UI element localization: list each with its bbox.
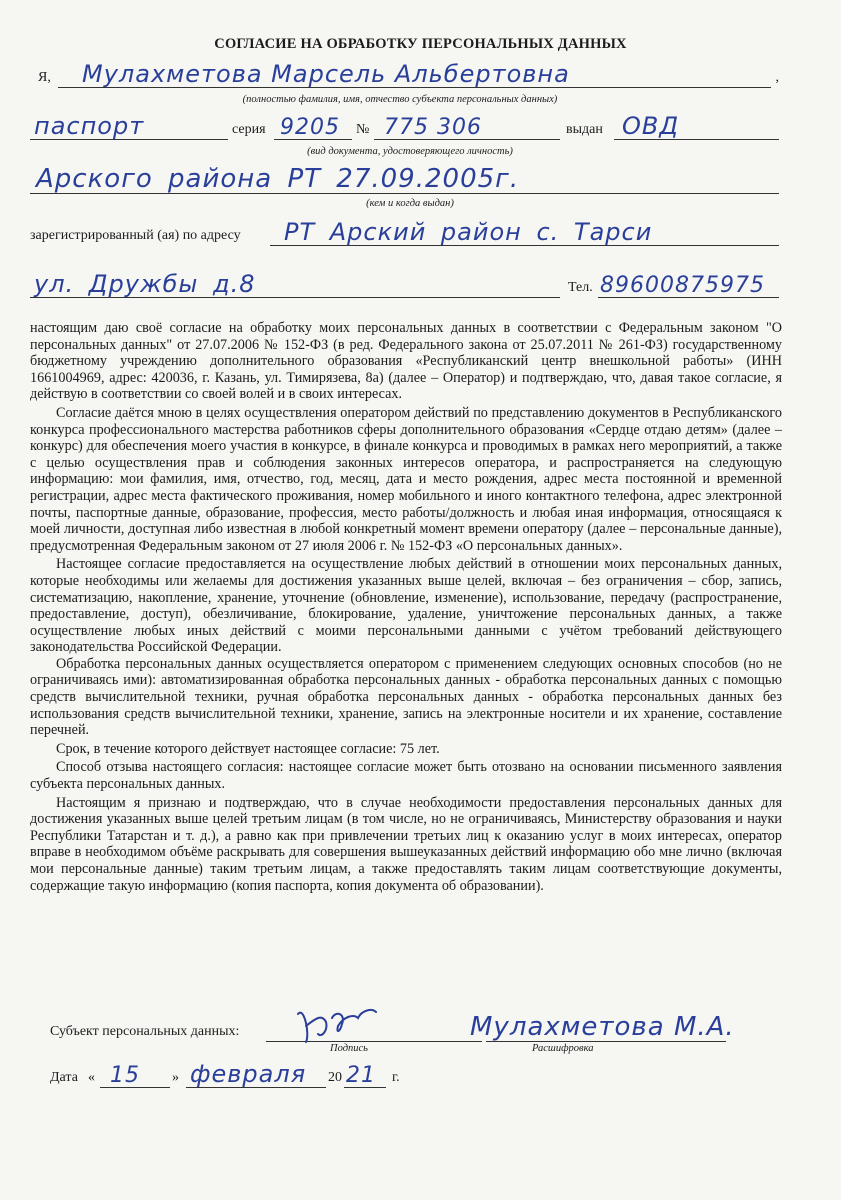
date-month-value: февраля [190, 1060, 307, 1088]
document-caption: (вид документа, удостоверяющего личность) [307, 146, 513, 157]
issuer-row [30, 164, 779, 198]
name-prefix: Я, [38, 70, 51, 85]
address-label: зарегистрированный (ая) по адресу [30, 228, 241, 243]
number-value: 775 306 [384, 115, 482, 140]
phone-label: Тел. [568, 280, 593, 295]
date-close-quote: » [172, 1070, 179, 1085]
series-label: серия [232, 122, 266, 137]
paragraph-third-parties: Настоящим я признаю и подтверждаю, что в случае необходимости предоставления персональных данных для достижения указанных выше целей третьим лицам (в том числе, но не ограничиваясь, Министерству образования и науки Республики Татарстан и т. д.), а равно как при привлечении третьих лиц к оказанию услуг в моих интересах, оператор вправе в необходимом объёме раскрывать для совершения вышеуказанных действий информацию обо мне лично (включая мои персональные данные) таким третьим лицам, а также предоставлять таким лицам соответствующие документы, содержащие такую информацию (копия паспорта, копия документа об образовании). [30, 794, 782, 894]
address-value: РТ Арский район с. Тарси [284, 218, 653, 246]
paragraph-intro: настоящим даю своё согласие на обработку моих персональных данных в соответствии с Федеральным законом "О персональных данных" от 27.07.2006 № 152-ФЗ (в ред. Федерального закона от 25.07.2011 № 261-ФЗ) государственному бюджетному учреждению дополнительного образования «Республиканский центр внешкольной работы» (ИНН 1661004969, адрес: 420036, г. Казань, ул. Тимирязева, 8а) (далее – Оператор) и подтверждаю, что, давая такое согласие, я действую в соответствии со своей волей и в своих интересах. [30, 320, 782, 403]
phone-value: 89600875975 [600, 273, 765, 298]
name-caption: (полностью фамилия, имя, отчество субъекта персональных данных) [242, 94, 558, 105]
series-value: 9205 [280, 115, 340, 140]
name-suffix: , [775, 70, 779, 85]
date-year-unit: г. [392, 1070, 400, 1085]
date-day-value: 15 [110, 1063, 140, 1088]
doc-type-value: паспорт [34, 112, 145, 140]
issued-by-value: ОВД [622, 112, 680, 140]
paragraph-actions: Настоящее согласие предоставляется на осуществление любых действий в отношении моих персональных данных, которые необходимы или желаемы для достижения указанных выше целей, включая – без ограничения – сбор, запись, систематизацию, накопление, хранение, уточнение (обновление, изменение), использование, передачу (распространение, предоставление, доступ), обезличивание, блокирование, удаление, уничтожение персональных данных, а также осуществление любых иных действий с моими персональными данными с учётом требований действующего законодательства Российской Федерации. [30, 556, 782, 656]
document-row [30, 114, 779, 144]
street-row [30, 272, 779, 302]
date-open-quote: « [88, 1070, 95, 1085]
name-row [30, 62, 779, 92]
issuer-value: Арского района РТ 27.09.2005г. [36, 164, 520, 194]
consent-body [30, 320, 782, 894]
handwritten-signature [292, 1004, 382, 1046]
issued-label: выдан [566, 122, 603, 137]
paragraph-term: Срок, в течение которого действует настоящее согласие: 75 лет. [56, 740, 440, 757]
paragraph-purpose: Согласие даётся мною в целях осуществления оператором действий по представлению документов в Республиканского конкурса профессионального мастерства работников сферы дополнительного образования «Сердце отдаю детям» (далее – конкурс) для обеспечения моего участия в конкурсе, в финале конкурса и проводимых в рамках него мероприятий, а также с целью осуществления прав и соблюдения законных интересов оператора, и распространяется на следующую информацию: мои фамилия, имя, отчество, год, месяц, дата и место рождения, адрес места постоянной и временной регистрации, адрес места фактического проживания, номер мобильного и иного контактного телефона, адрес электронной почты, паспортные данные, образование, профессия, место работы/должность и любая иная информация, относящаяся к моей личности, доступная либо известная в любой конкретный момент времени оператору (далее – персональные данные), предусмотренная Федеральным законом от 27 июля 2006 г. № 152-ФЗ «О персональных данных». [30, 404, 782, 554]
paragraph-processing: Обработка персональных данных осуществляется оператором с применением следующих основных способов (но не ограничиваясь ими): автоматизированная обработка персональных данных - обработка персональных данных с помощью средств вычислительной техники, ручная обработка персональных данных - обработка персональных данных без использования средств вычислительной техники, хранение, запись на электронные носители и их хранение, составление перечней. [30, 655, 782, 739]
date-year-prefix: 20 [328, 1070, 342, 1085]
date-label: Дата [50, 1070, 78, 1085]
document-title: СОГЛАСИЕ НА ОБРАБОТКУ ПЕРСОНАЛЬНЫХ ДАННЫХ [214, 36, 627, 52]
address-row [30, 220, 779, 250]
signature-caption: Подпись [330, 1043, 368, 1054]
paragraph-revocation: Способ отзыва настоящего согласия: настоящее согласие может быть отозвано на основании письменного заявления субъекта персональных данных. [30, 759, 782, 793]
signature-label: Субъект персональных данных: [50, 1024, 240, 1039]
date-row [30, 1058, 750, 1092]
decode-value: Мулахметова М.А. [470, 1012, 735, 1042]
full-name-value: Мулахметова Марсель Альбертовна [82, 60, 570, 88]
date-year-value: 21 [346, 1063, 376, 1088]
decode-caption: Расшифровка [532, 1043, 594, 1054]
issuer-caption: (кем и когда выдан) [366, 198, 454, 209]
street-value: ул. Дружбы д.8 [34, 270, 256, 298]
number-label: № [356, 122, 370, 137]
